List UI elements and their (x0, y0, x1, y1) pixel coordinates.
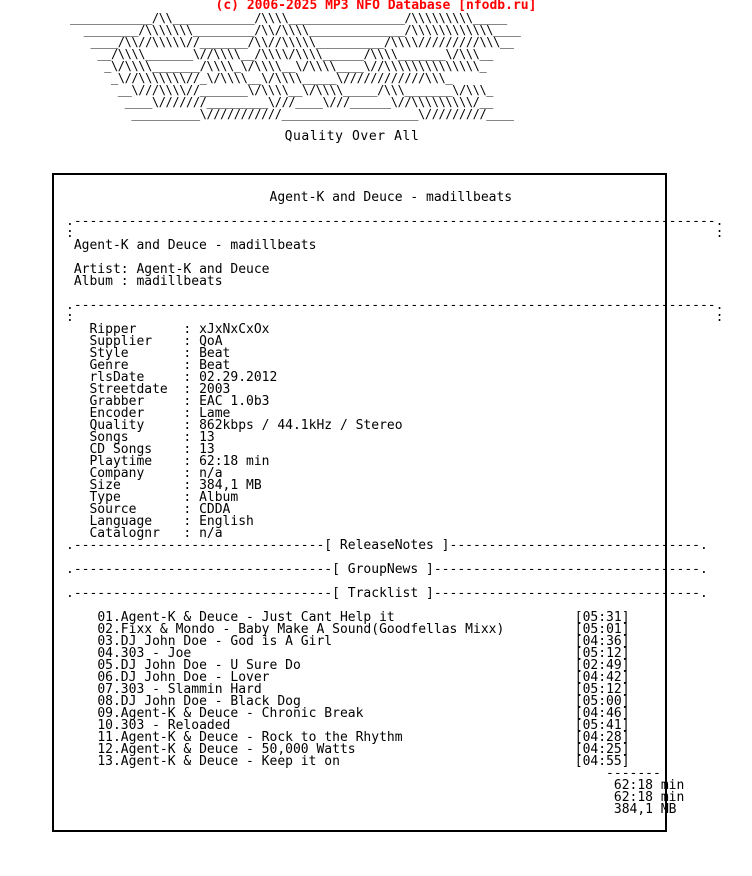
track-duration: [04:55] (574, 754, 630, 769)
track-title: Fixx & Mondo - Baby Make A Sound(Goodfellas Mixx) (120, 622, 505, 637)
nfo-fragment: : (183, 358, 200, 373)
track-title: DJ John Doe - Lover (120, 670, 270, 685)
detail-value: Beat (199, 358, 231, 373)
detail-key: Encoder (89, 406, 184, 421)
detail-key: Source (89, 502, 184, 517)
nfo-fragment: : (183, 442, 200, 457)
track-title: DJ John Doe - God is A Girl (120, 634, 333, 649)
nfo-fragment (66, 238, 74, 253)
detail-key: Songs (89, 430, 184, 445)
nfo-text (66, 190, 723, 817)
detail-value: CDDA (199, 502, 231, 517)
track-title: 303 - Joe (120, 646, 192, 661)
track-duration: [04:28] (574, 730, 630, 745)
release-notes-header: [ ReleaseNotes ] (324, 538, 450, 553)
nfo-fragment: .--------------------------------- (66, 586, 333, 601)
track-title: DJ John Doe - U Sure Do (120, 658, 301, 673)
detail-key: Genre (89, 358, 184, 373)
detail-value: Album (199, 490, 239, 505)
detail-value: n/a (199, 466, 223, 481)
track-number: 11. (97, 730, 121, 745)
release-heading: Agent-K and Deuce - madillbeats (73, 238, 317, 253)
group-news-header-rule (66, 562, 708, 577)
track-duration: [05:31] (574, 610, 630, 625)
track-duration: [04:36] (574, 634, 630, 649)
track-title: Agent-K & Deuce - Chronic Break (120, 706, 364, 721)
track-title: Agent-K & Deuce - 50,000 Watts (120, 742, 356, 757)
detail-value: 13 (199, 430, 215, 445)
nfo-fragment: : (183, 526, 200, 541)
track-duration: [05:00] (574, 694, 630, 709)
track-duration: [04:25] (574, 742, 630, 757)
track-title: Agent-K & Deuce - Keep it on (120, 754, 340, 769)
nfo-fragment: : (120, 262, 137, 277)
track-number: 07. (97, 682, 121, 697)
track-title: 303 - Reloaded (120, 718, 231, 733)
detail-key: Grabber (89, 394, 184, 409)
detail-value: 13 (199, 442, 215, 457)
detail-value: xJxNxCxOx (199, 322, 270, 337)
artist-value: Agent-K and Deuce (136, 262, 270, 277)
track-duration: [05:12] (574, 646, 630, 661)
track-number: 12. (97, 742, 121, 757)
track-duration: [04:42] (574, 670, 630, 685)
detail-key: Type (89, 490, 184, 505)
nfo-fragment (66, 802, 614, 817)
album-line (66, 274, 223, 289)
track-number: 09. (97, 706, 121, 721)
nfo-fragment: ----------------------------------. (433, 586, 708, 601)
box-side: : : (66, 226, 724, 241)
track-duration: [05:41] (574, 718, 630, 733)
nfo-fragment: ----------------------------------. (433, 562, 708, 577)
track-number: 08. (97, 694, 121, 709)
tagline: Quality Over All (284, 129, 420, 144)
detail-value: English (199, 514, 254, 529)
detail-key: Company (89, 466, 184, 481)
box-top: .----------------------------------------------------------------------------------. (66, 214, 724, 229)
nfo-fragment: : (183, 382, 200, 397)
detail-key: Quality (89, 418, 184, 433)
track-number: 01. (97, 610, 121, 625)
detail-value: 384,1 MB (199, 478, 262, 493)
detail-key: rlsDate (89, 370, 184, 385)
track-number: 04. (97, 646, 121, 661)
total-playtime-repeat: 62:18 min (613, 790, 685, 805)
nfo-fragment: : (183, 466, 200, 481)
nfo-fragment: : (183, 454, 200, 469)
box-top: .----------------------------------------------------------------------------------. (66, 298, 724, 313)
detail-key: Supplier (89, 334, 184, 349)
track-title: Agent-K & Deuce - Rock to the Rhythm (120, 730, 403, 745)
detail-value: QoA (199, 334, 223, 349)
track-number: 13. (97, 754, 121, 769)
nfo-fragment (66, 190, 270, 205)
detail-value: Beat (199, 346, 231, 361)
detail-key: Size (89, 478, 184, 493)
detail-key: Language (89, 514, 184, 529)
nfo-fragment: : (183, 322, 200, 337)
nfo-fragment: : (183, 406, 200, 421)
track-number: 10. (97, 718, 121, 733)
detail-value: 862kbps / 44.1kHz / Stereo (199, 418, 403, 433)
nfo-fragment: .-------------------------------- (66, 538, 325, 553)
box-side: : : (66, 310, 724, 325)
album-label: Album (73, 274, 113, 289)
nfo-fragment (66, 274, 74, 289)
credit-text: (c) 2006-2025 MP3 NFO Database (215, 0, 459, 13)
track-duration: [04:46] (574, 706, 630, 721)
total-size: 384,1 MB (613, 802, 677, 817)
detail-value: Lame (199, 406, 231, 421)
nfo-fragment: : (183, 502, 200, 517)
detail-value: n/a (199, 526, 223, 541)
detail-key: Streetdate (89, 382, 184, 397)
total-size-line (66, 802, 677, 817)
group-news-header: [ GroupNews ] (332, 562, 434, 577)
tracklist-header-rule (66, 586, 708, 601)
track-number: 03. (97, 634, 121, 649)
detail-value: 62:18 min (199, 454, 270, 469)
nfo-fragment: : (183, 346, 200, 361)
detail-key: Catalognr (89, 526, 184, 541)
release-heading-line (66, 238, 316, 253)
detail-value: 02.29.2012 (199, 370, 278, 385)
totals-rule: ------- (606, 766, 661, 781)
track-number: 06. (97, 670, 121, 685)
track-number: 02. (97, 622, 121, 637)
total-playtime: 62:18 min (613, 778, 685, 793)
release-title: Agent-K and Deuce - madillbeats (269, 190, 513, 205)
detail-key: CD Songs (89, 442, 184, 457)
release-notes-header-rule (66, 538, 708, 553)
nfo-fragment: : (183, 418, 200, 433)
detail-key: Ripper (89, 322, 184, 337)
nfo-fragment: .--------------------------------- (66, 562, 333, 577)
track-duration: [05:01] (574, 622, 630, 637)
nfo-fragment: --------------------------------. (449, 538, 708, 553)
nfo-fragment: : (183, 478, 200, 493)
nfo-fragment: : (183, 514, 200, 529)
nfo-fragment: : (183, 394, 200, 409)
nfo-fragment: : (183, 430, 200, 445)
nfo-fragment: : (183, 334, 200, 349)
nfo-fragment: : (112, 274, 137, 289)
track-title: Agent-K & Deuce - Just Cant Help it (120, 610, 395, 625)
nfo-body (66, 192, 723, 816)
nfodb-link[interactable]: [nfodb.ru] (458, 0, 537, 13)
nfo-fragment: : (183, 490, 200, 505)
detail-value: 2003 (199, 382, 231, 397)
track-number: 05. (97, 658, 121, 673)
nfo-fragment: : (183, 370, 200, 385)
track-title: 303 - Slammin Hard (120, 682, 262, 697)
track-duration: [02:49] (574, 658, 630, 673)
detail-value: EAC 1.0b3 (199, 394, 270, 409)
detail-key: Playtime (89, 454, 184, 469)
album-value: madillbeats (136, 274, 223, 289)
release-title-line (66, 190, 512, 205)
detail-key: Style (89, 346, 184, 361)
track-duration: [05:12] (574, 682, 630, 697)
track-title: DJ John Doe - Black Dog (120, 694, 301, 709)
tracklist-header: [ Tracklist ] (332, 586, 434, 601)
artist-label: Artist (73, 262, 121, 277)
ascii-logo: ____________/\\____________/\\\\_________________/\\\\\\\\\_____ ________/\\\\\\\_________/\\/\\\\______________/\\\\\\\\\\\\____ ____/\\//\\\\\//_______/\\//\\\\\__________/\\\\/////////\\\__ __/\\\\_______\//\\\\__/\\\\/\\\\______/\\\\_______\/\\\__ _\/\\\\_______/\\\\_\/\\\\__\/\\\\____\//\\\\\\\\\\\\\\_ _\//\\\\\\\//_\/\\\\__\/\\\\_____\////////////\\\_ __\///\\\\//_______\/\\\\__\/\\\\_____/\\\_______\/\\\_ ____\///////_________\///____\///______\//\\\\\\\\\/__ __________\///////////____________________\/////////____ (70, 11, 521, 121)
